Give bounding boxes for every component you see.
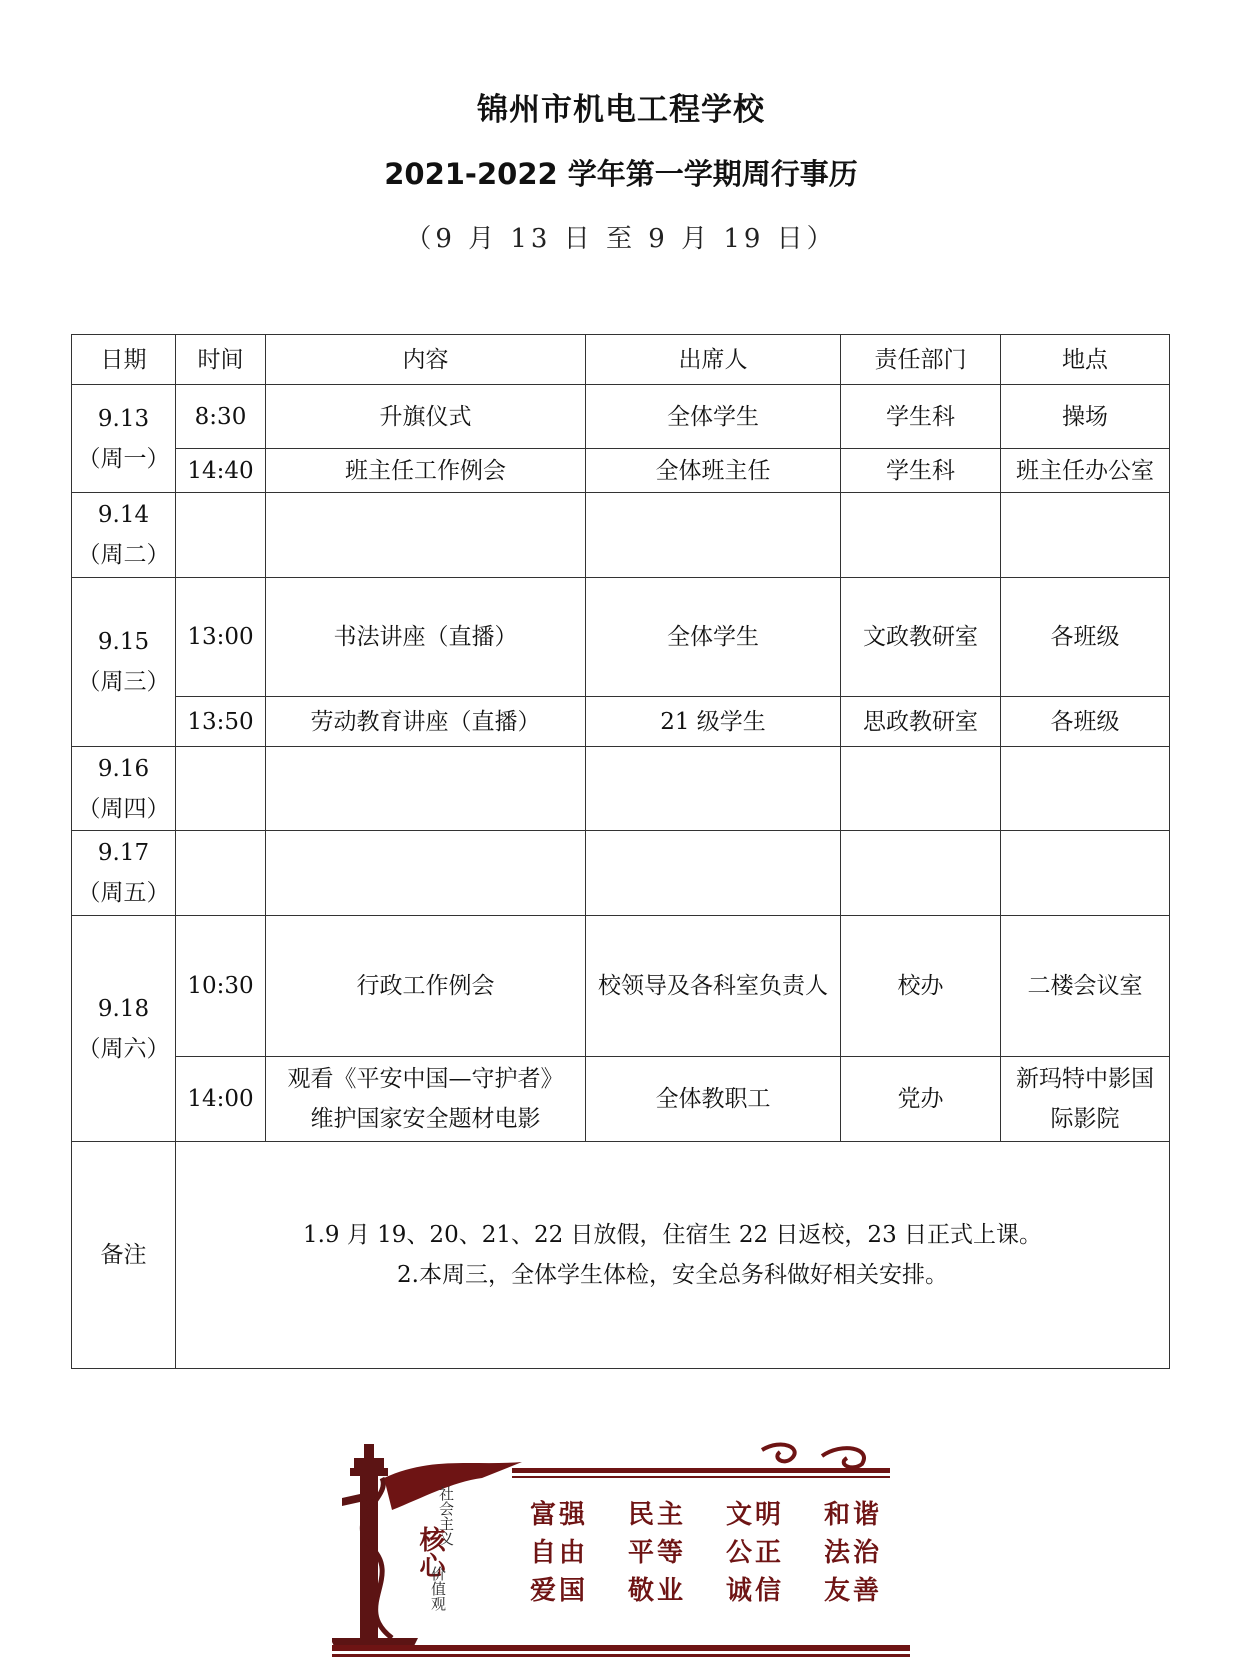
- date-cell: [72, 493, 176, 578]
- location-cell: 二楼会议室: [1001, 916, 1170, 1057]
- weekday-value: （周三）: [77, 669, 170, 695]
- location-cell: 操场: [1001, 385, 1170, 449]
- time-cell: [176, 831, 266, 916]
- date-value: 9.16: [97, 755, 150, 782]
- location-line: 际影院: [1050, 1106, 1120, 1132]
- value-word: 民主: [628, 1500, 687, 1530]
- content-cell: [266, 747, 586, 831]
- note-item: 1.9 月 19、20、21、22 日放假，住宿生 22 日返校，23 日正式上课。: [302, 1222, 1043, 1248]
- value-word: 爱国: [530, 1576, 589, 1606]
- content-cell: 劳动教育讲座（直播）: [266, 697, 586, 747]
- value-word: 文明: [726, 1500, 785, 1530]
- value-word: 敬业: [628, 1576, 687, 1606]
- time-cell: [176, 493, 266, 578]
- time-cell: 14:40: [176, 449, 266, 493]
- date-cell: [72, 747, 176, 831]
- time-cell: 10:30: [176, 916, 266, 1057]
- value-word: 富强: [530, 1500, 589, 1530]
- value-word: 平等: [628, 1538, 687, 1568]
- col-header-date: 日期: [72, 335, 176, 385]
- value-word: 诚信: [726, 1576, 785, 1606]
- location-cell: 各班级: [1001, 697, 1170, 747]
- value-word: 自由: [530, 1538, 589, 1568]
- location-cell: [1001, 747, 1170, 831]
- banner-text-socialism: 社会主义: [437, 1486, 455, 1546]
- value-word: 公正: [726, 1538, 785, 1568]
- date-value: 9.18: [97, 995, 150, 1022]
- table-row: [72, 1057, 1170, 1142]
- notes-content: [176, 1142, 1170, 1369]
- value-word: 和谐: [824, 1500, 883, 1530]
- col-header-attendees: 出席人: [586, 335, 841, 385]
- table-row: [72, 578, 1170, 697]
- time-cell: 8:30: [176, 385, 266, 449]
- weekday-value: （周四）: [77, 795, 170, 822]
- content-cell: [266, 831, 586, 916]
- table-row: [72, 916, 1170, 1057]
- school-name: 锦州市机电工程学校: [477, 92, 765, 128]
- note-item: 2.本周三，全体学生体检，安全总务科做好相关安排。: [397, 1262, 948, 1288]
- dept-cell: 校办: [841, 916, 1001, 1057]
- banner-text-values: 价值观: [429, 1566, 447, 1611]
- date-value: 9.15: [97, 629, 150, 655]
- notes-row: [72, 1142, 1170, 1369]
- attendees-cell: 校领导及各科室负责人: [586, 916, 841, 1057]
- dept-cell: 文政教研室: [841, 578, 1001, 697]
- dept-cell: 学生科: [841, 449, 1001, 493]
- dept-cell: 学生科: [841, 385, 1001, 449]
- date-cell: [72, 831, 176, 916]
- weekday-value: （周一）: [77, 445, 170, 472]
- time-cell: 14:00: [176, 1057, 266, 1142]
- date-cell: [72, 385, 176, 493]
- attendees-cell: [586, 493, 841, 578]
- attendees-cell: 21 级学生: [586, 697, 841, 747]
- content-line: 观看《平安中国—守护者》: [287, 1066, 564, 1092]
- location-cell: 各班级: [1001, 578, 1170, 697]
- dept-cell: 党办: [841, 1057, 1001, 1142]
- weekday-value: （周五）: [77, 880, 170, 906]
- core-values-banner: [332, 1438, 910, 1658]
- col-header-dept: 责任部门: [841, 335, 1001, 385]
- location-cell: 班主任办公室: [1001, 449, 1170, 493]
- content-cell: [266, 1057, 586, 1142]
- location-cell: [1001, 1057, 1170, 1142]
- calendar-title: 2021-2022 学年第一学期周行事历: [384, 157, 858, 191]
- col-header-time: 时间: [176, 335, 266, 385]
- content-cell: 行政工作例会: [266, 916, 586, 1057]
- dept-cell: [841, 831, 1001, 916]
- attendees-cell: 全体学生: [586, 578, 841, 697]
- table-row: [72, 493, 1170, 578]
- dept-cell: 思政教研室: [841, 697, 1001, 747]
- weekday-value: （周二）: [77, 542, 170, 568]
- value-word: 友善: [824, 1576, 883, 1606]
- date-range: （9 月 13 日 至 9 月 19 日）: [405, 224, 837, 254]
- content-cell: [266, 493, 586, 578]
- time-cell: 13:50: [176, 697, 266, 747]
- notes-label: 备注: [72, 1142, 176, 1369]
- date-value: 9.17: [97, 840, 150, 866]
- location-line: 新玛特中影国: [1016, 1066, 1154, 1092]
- col-header-content: 内容: [266, 335, 586, 385]
- date-value: 9.13: [97, 405, 150, 432]
- attendees-cell: 全体学生: [586, 385, 841, 449]
- attendees-cell: [586, 831, 841, 916]
- date-cell: [72, 578, 176, 747]
- table-row: [72, 385, 1170, 449]
- attendees-cell: 全体班主任: [586, 449, 841, 493]
- content-cell: 书法讲座（直播）: [266, 578, 586, 697]
- weekly-calendar-table: [71, 334, 1170, 1369]
- col-header-location: 地点: [1001, 335, 1170, 385]
- table-row: [72, 449, 1170, 493]
- content-line: 维护国家安全题材电影: [310, 1106, 541, 1132]
- time-cell: [176, 747, 266, 831]
- content-cell: 升旗仪式: [266, 385, 586, 449]
- table-row: [72, 831, 1170, 916]
- content-cell: 班主任工作例会: [266, 449, 586, 493]
- table-row: [72, 747, 1170, 831]
- value-word: 法治: [824, 1538, 883, 1568]
- weekday-value: （周六）: [77, 1035, 170, 1062]
- dept-cell: [841, 747, 1001, 831]
- location-cell: [1001, 493, 1170, 578]
- attendees-cell: 全体教职工: [586, 1057, 841, 1142]
- header-row: [72, 335, 1170, 385]
- banner-text-core: 核心: [415, 1526, 445, 1578]
- location-cell: [1001, 831, 1170, 916]
- date-cell: [72, 916, 176, 1142]
- attendees-cell: [586, 747, 841, 831]
- time-cell: 13:00: [176, 578, 266, 697]
- dept-cell: [841, 493, 1001, 578]
- table-row: [72, 697, 1170, 747]
- date-value: 9.14: [97, 502, 150, 528]
